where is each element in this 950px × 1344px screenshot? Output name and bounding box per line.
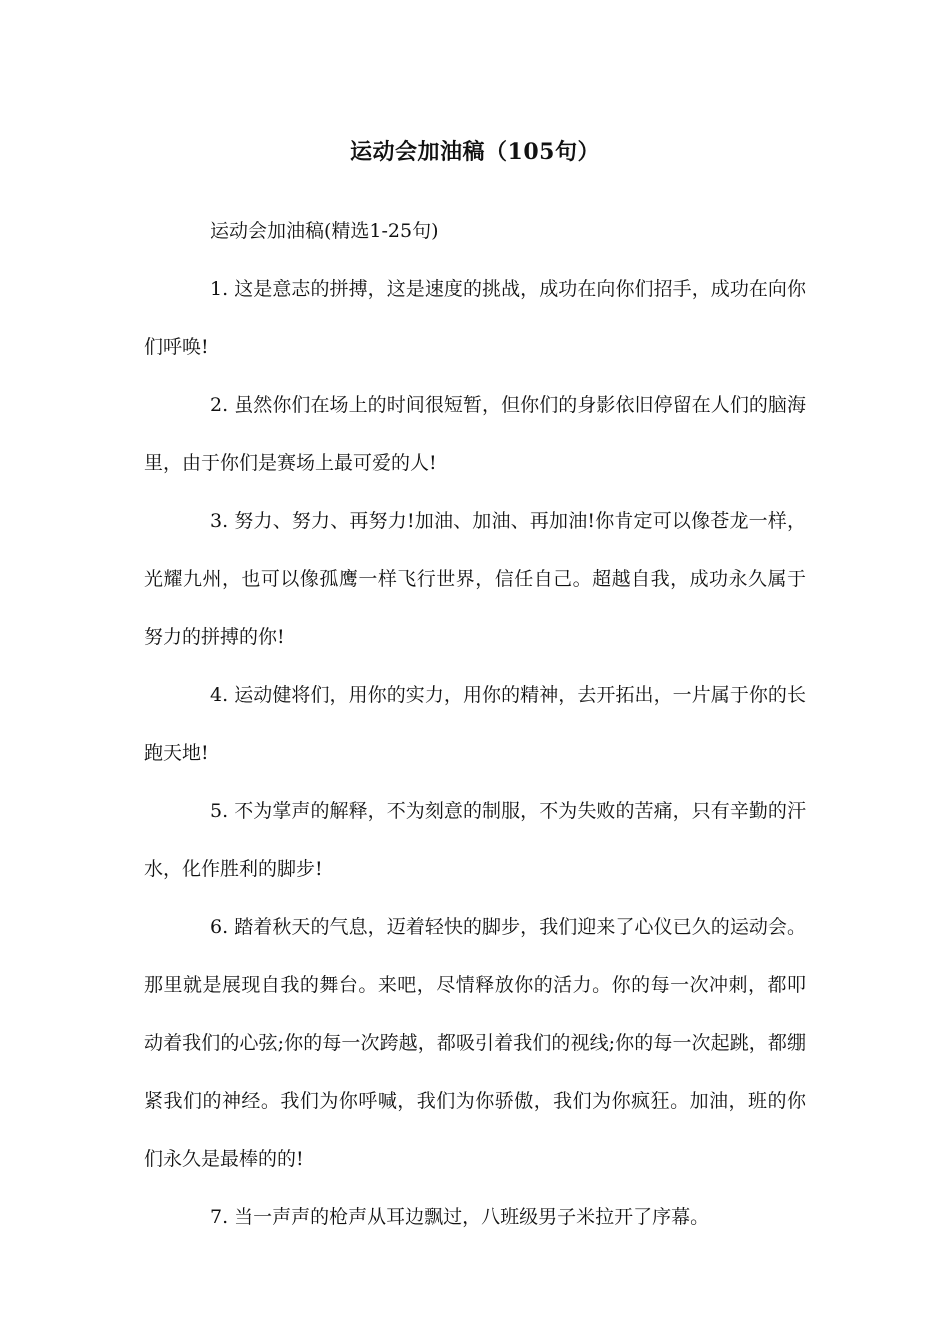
section-subtitle: 运动会加油稿(精选1-25句) [210, 220, 439, 242]
list-item: 4. 运动健将们，用你的实力，用你的精神，去开拓出，一片属于你的长跑天地! [144, 684, 806, 764]
list-item: 5. 不为掌声的解释，不为刻意的制服，不为失败的苦痛，只有辛勤的汗水，化作胜利的脚步! [144, 800, 806, 880]
document-title: 运动会加油稿（105句） [350, 139, 600, 165]
list-item: 6. 踏着秋天的气息，迈着轻快的脚步，我们迎来了心仪已久的运动会。那里就是展现自我的舞台。来吧，尽情释放你的活力。你的每一次冲刺，都叩动着我们的心弦;你的每一次跨越，都吸引着我们的视线;你的每一次起跳，都绷紧我们的神经。我们为你呼喊，我们为你骄傲，我们为你疯狂。加油，班的你们永久是最棒的的! [144, 916, 806, 1170]
document-body [144, 202, 806, 1246]
list-item: 2. 虽然你们在场上的时间很短暂，但你们的身影依旧停留在人们的脑海里，由于你们是赛场上最可爱的人! [144, 394, 806, 474]
list-item: 3. 努力、努力、再努力!加油、加油、再加油!你肯定可以像苍龙一样，光耀九州，也可以像孤鹰一样飞行世界，信任自己。超越自我，成功永久属于努力的拼搏的你! [144, 510, 806, 648]
list-item: 1. 这是意志的拼搏，这是速度的挑战，成功在向你们招手，成功在向你们呼唤! [144, 278, 806, 358]
list-item: 7. 当一声声的枪声从耳边飘过，八班级男子米拉开了序幕。 [210, 1206, 710, 1228]
